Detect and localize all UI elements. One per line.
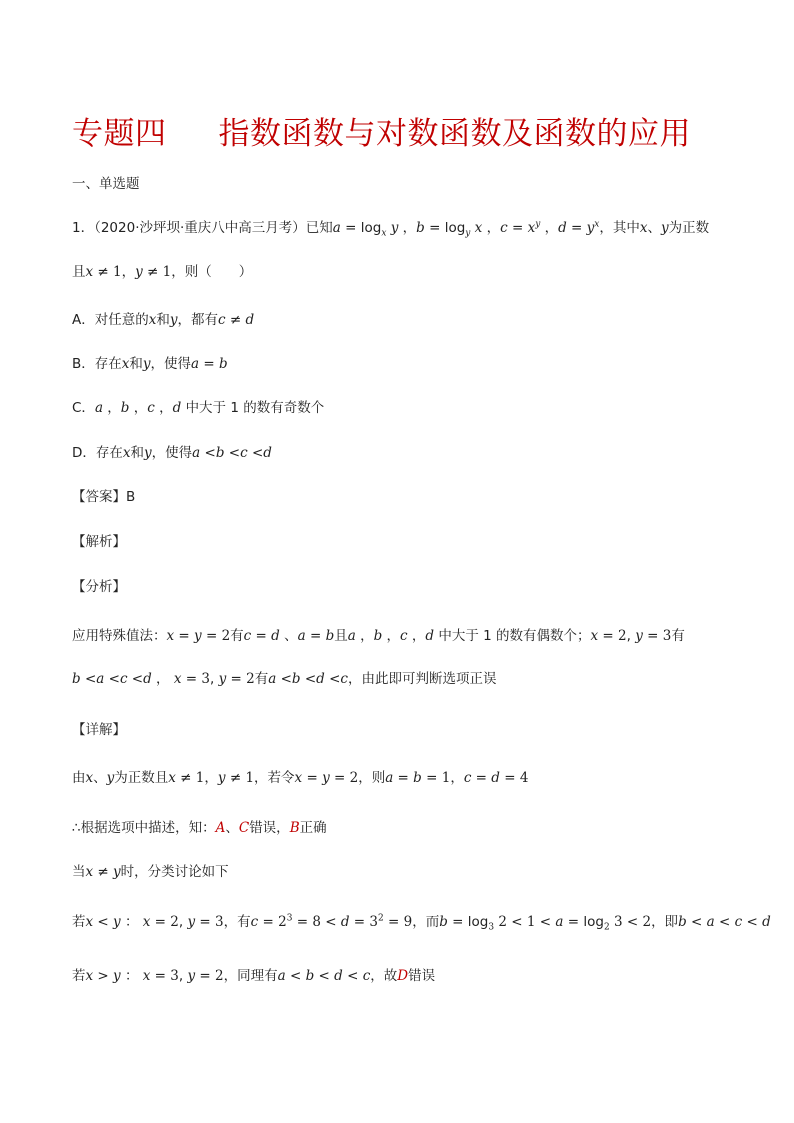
- detail-line-1: 由x、y为正数且x ≠ 1，y ≠ 1，若令x = y = 2，则a = b = 1，c = d = 4: [72, 770, 529, 786]
- option-b[interactable]: B．存在x和y，使得a = b: [72, 356, 228, 372]
- page-title: [72, 108, 691, 153]
- title-subject: 指数函数与对数函数及函数的应用: [218, 116, 691, 152]
- title-topic: 专题四: [72, 116, 167, 152]
- section-heading: 一、单选题: [72, 176, 140, 192]
- option-a[interactable]: A．对任意的x和y，都有c ≠ d: [72, 312, 255, 328]
- detail-line-3: 当x ≠ y时，分类讨论如下: [72, 864, 229, 880]
- option-c[interactable]: C．a ，b ，c ，d 中大于 1 的数有奇数个: [72, 400, 325, 416]
- detail-line-2: ∴根据选项中描述，知：A、C错误，B正确: [72, 820, 327, 836]
- question-line-2: 且x ≠ 1，y ≠ 1，则（ ）: [72, 264, 253, 280]
- xiangjie-label: 【详解】: [72, 722, 126, 738]
- answer-label: 【答案】B: [72, 489, 136, 505]
- fenxi-line-2: b <a <c <d ， x = 3, y = 2有a <b <d <c，由此即可判断选项正误: [72, 671, 497, 687]
- fenxi-line-1: 应用特殊值法：x = y = 2有c = d 、a = b且a ，b ，c ，d 中大于 1 的数有偶数个；x = 2, y = 3有: [72, 628, 685, 644]
- question-line-1: 1．（2020·沙坪坝·重庆八中高三月考）已知$a = \log_x y$ ，$b = \log_y x$ ，$c = x^y$ ，$d = y^x$，其中x、y为正数: [72, 219, 710, 239]
- detail-line-5: 若x > y ： x = 3, y = 2，同理有a < b < d < c，故D错误: [72, 968, 436, 984]
- detail-line-4: 若x < y ： x = 2, y = 3，有$c = 2^3 = 8 < d = 3^2 = 9$，而$b = \log_3 2 < 1 < a = \log_2 3 < 2$，即b < a < c < d: [72, 913, 771, 933]
- fenxi-label: 【分析】: [72, 579, 126, 595]
- analysis-label: 【解析】: [72, 534, 126, 550]
- option-d[interactable]: D．存在x和y，使得a <b <c <d: [72, 445, 272, 461]
